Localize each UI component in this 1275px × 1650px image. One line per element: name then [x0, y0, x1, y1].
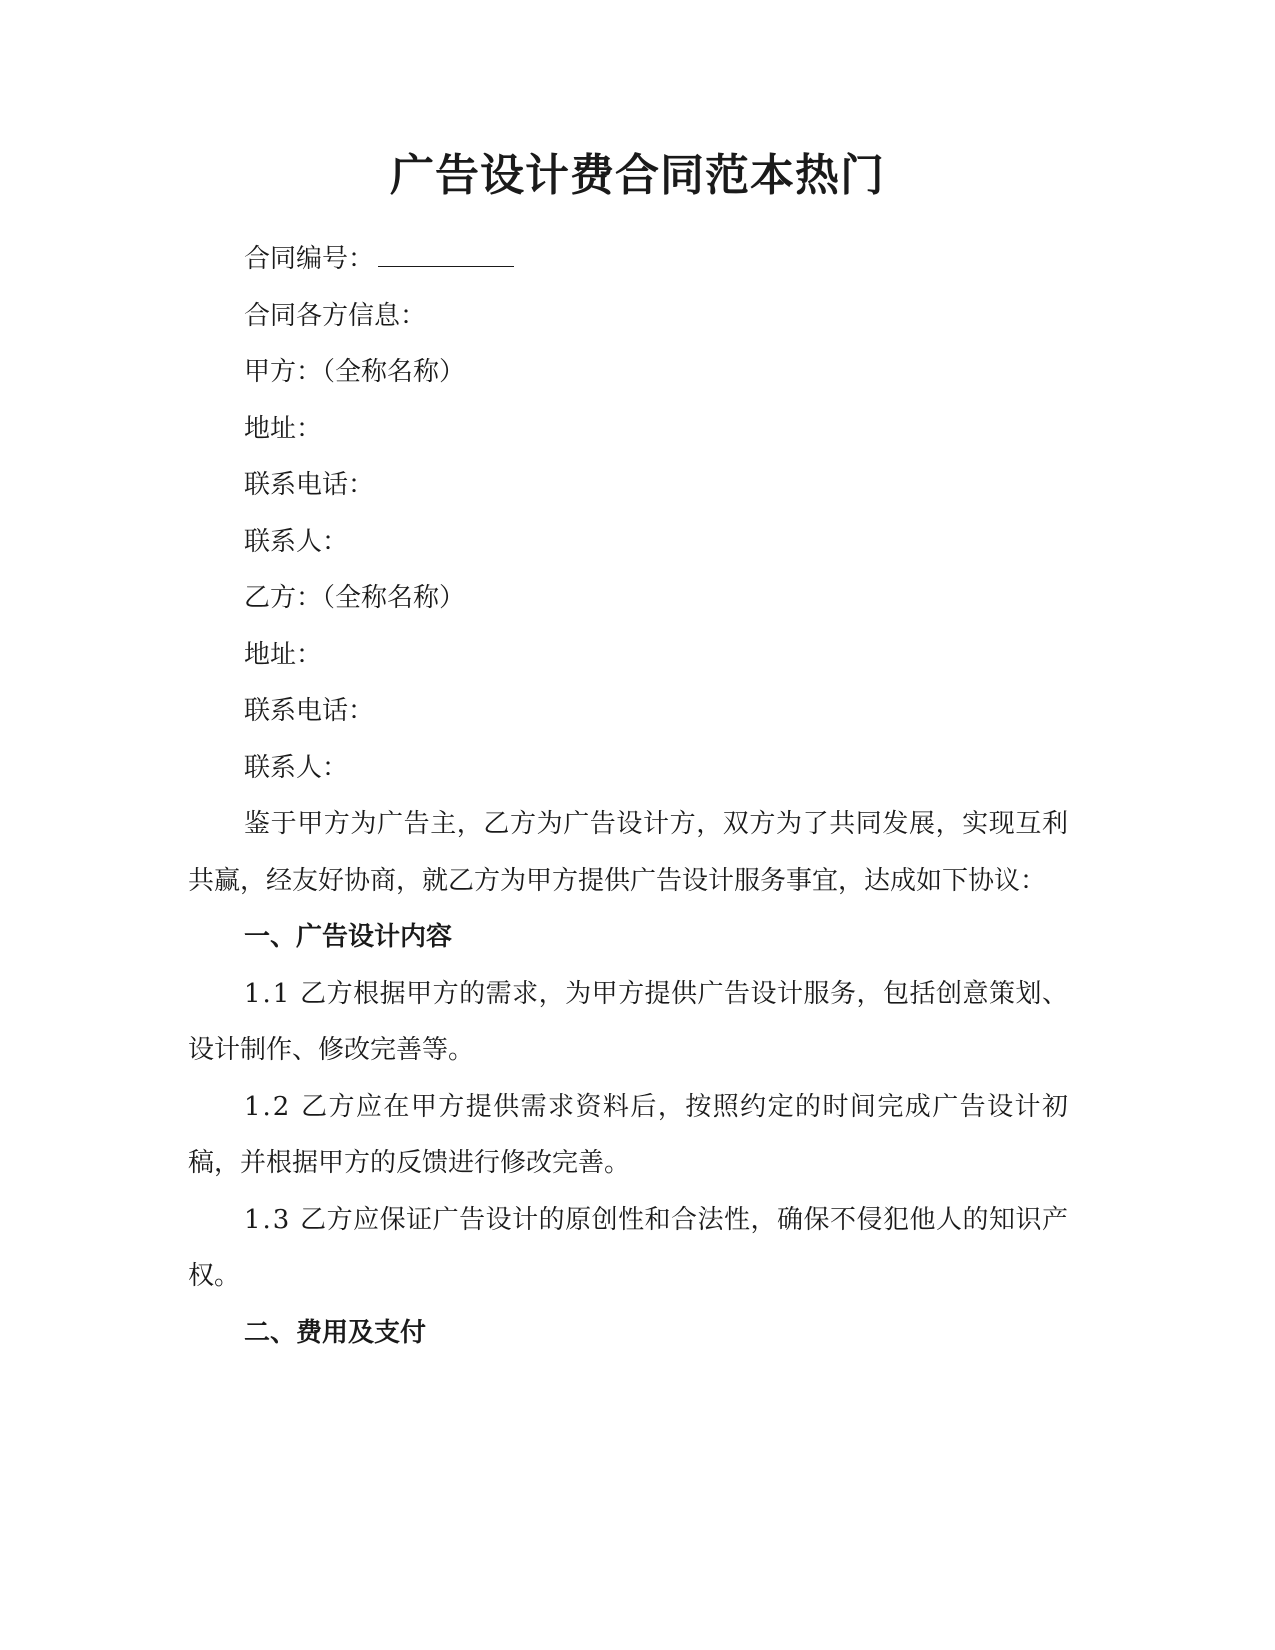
clause-number: 1.1: [244, 978, 292, 1009]
parties-label: 合同各方信息：: [244, 300, 427, 331]
party-a-contact: 联系人：: [244, 526, 349, 557]
clause-text: 乙方应保证广告设计的原创性和合法性，确保不侵犯他人的知识产权。: [188, 1204, 1068, 1291]
party-a-address: 地址：: [244, 413, 323, 444]
clause-1-1: [188, 966, 1068, 1079]
party-b-phone: 联系电话：: [244, 696, 375, 726]
clause-number: 1.3: [244, 1204, 292, 1235]
document-body: [188, 231, 1068, 1361]
clause-number: 1.2: [244, 1091, 292, 1122]
party-b-name: 乙方：（全称名称）: [244, 583, 466, 613]
section-2-heading: 二、费用及支付: [244, 1317, 427, 1348]
party-a-phone: 联系电话：: [244, 470, 375, 500]
party-b-contact: 联系人：: [244, 752, 349, 783]
clause-1-3: [188, 1192, 1068, 1305]
clause-1-2: [188, 1079, 1068, 1192]
party-b-address: 地址：: [244, 639, 323, 670]
section-1-heading: 一、广告设计内容: [244, 922, 453, 952]
contract-number-blank: [378, 244, 514, 267]
clause-text: 乙方应在甲方提供需求资料后，按照约定的时间完成广告设计初稿，并根据甲方的反馈进行修改完善。: [188, 1091, 1068, 1178]
clause-text: 乙方根据甲方的需求，为甲方提供广告设计服务，包括创意策划、设计制作、修改完善等。: [188, 978, 1068, 1065]
document-title: 广告设计费合同范本热门: [390, 150, 885, 201]
contract-number-label: 合同编号：: [244, 244, 375, 274]
contract-number-row: [188, 231, 1068, 288]
preamble-paragraph: 鉴于甲方为广告主，乙方为广告设计方，双方为了共同发展，实现互利共赢，经友好协商，就乙方为甲方提供广告设计服务事宜，达成如下协议：: [188, 809, 1068, 896]
party-a-name: 甲方：（全称名称）: [244, 357, 466, 387]
